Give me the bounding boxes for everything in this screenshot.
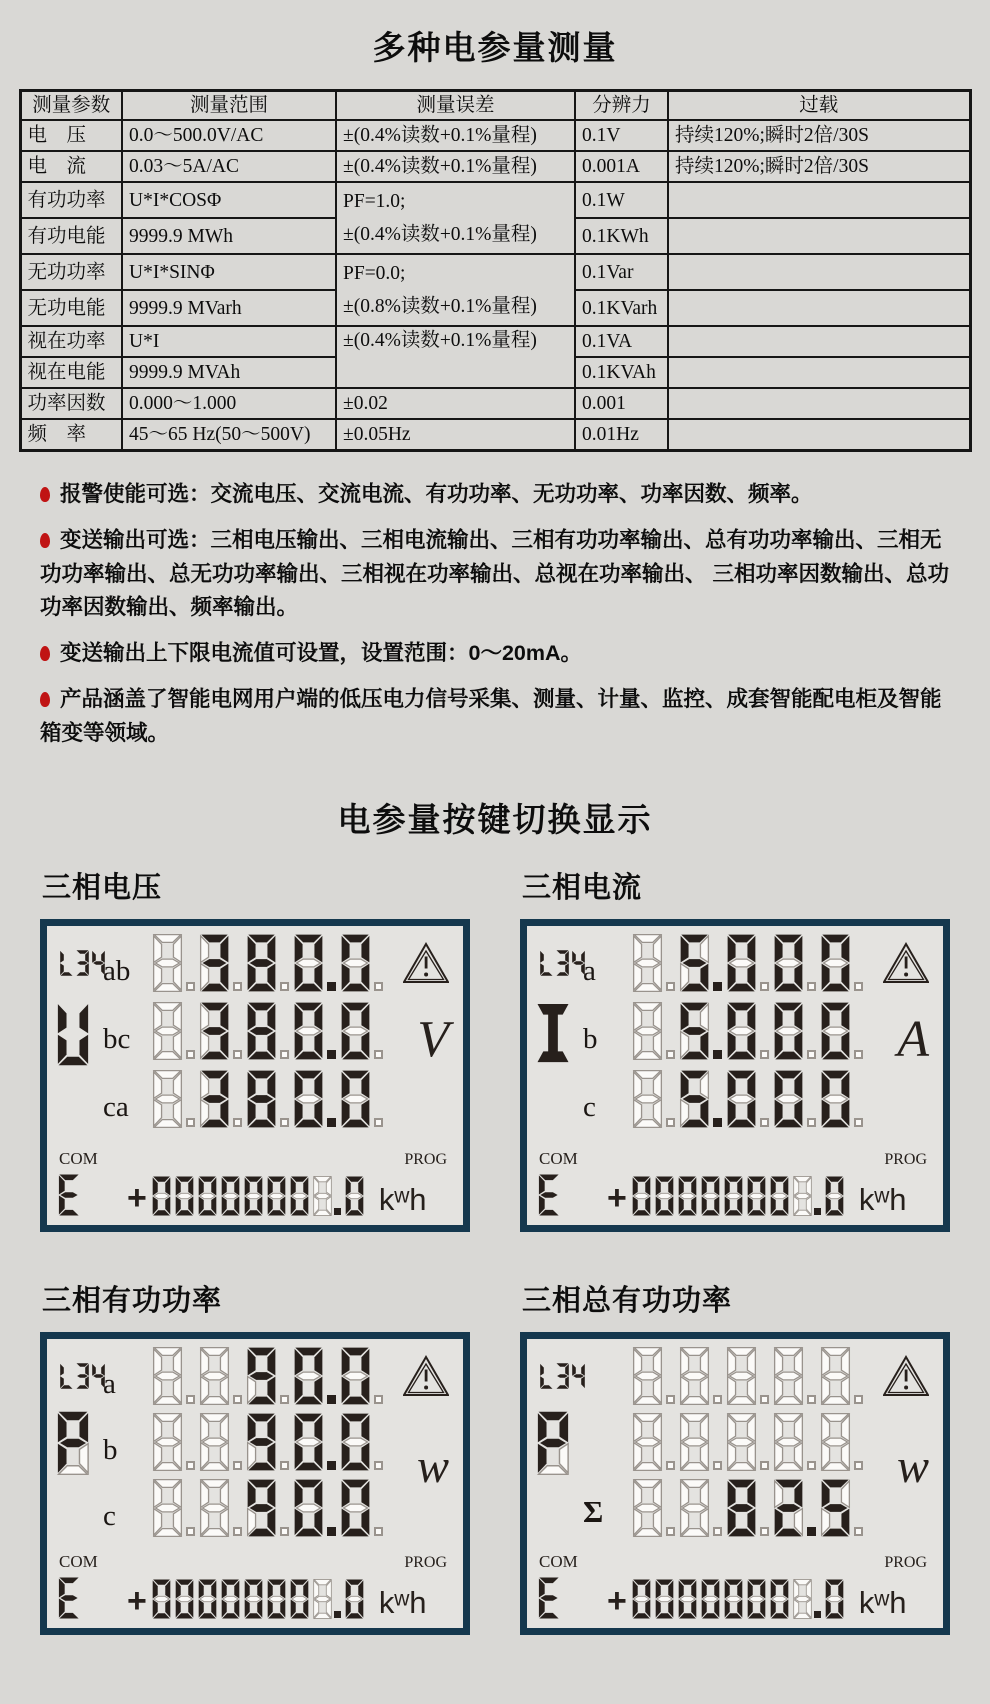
error-line-1: PF=0.0; — [343, 263, 406, 285]
quantity-symbol-P — [535, 1411, 571, 1475]
lcd-energy-row — [57, 1577, 455, 1619]
energy-unit: kʷh — [378, 1585, 427, 1621]
cell-error: ±(0.4%读数+0.1%量程) — [336, 120, 575, 151]
cell-range: 9999.9 MVAh — [122, 357, 336, 388]
cell-error: ±0.05Hz — [336, 419, 575, 450]
lcd-panel — [40, 1332, 470, 1635]
prog-indicator: PROG — [884, 1151, 927, 1169]
energy-sign: + — [607, 1582, 627, 1621]
energy-digits — [631, 1176, 847, 1216]
prog-indicator: PROG — [884, 1554, 927, 1572]
lcd-energy-row — [537, 1174, 935, 1216]
cell-overload: 持续120%;瞬时2倍/30S — [668, 120, 970, 151]
cell-overload — [668, 218, 970, 254]
lcd-grid — [40, 865, 950, 1635]
cell-range: 0.03～5A/AC — [122, 151, 336, 182]
lcd-title: 三相总有功功率 — [522, 1285, 733, 1318]
cell-error-merged — [336, 254, 575, 326]
lcd-digit-rows: ab bc ca — [97, 934, 386, 1138]
quantity-symbol-I — [535, 1002, 571, 1064]
table-row — [20, 388, 970, 419]
cell-parameter: 无功功率 — [20, 254, 122, 290]
section-title: 电参量按键切换显示 — [337, 801, 653, 839]
energy-digits — [631, 1579, 847, 1619]
error-line-1: PF=1.0; — [343, 191, 406, 213]
col-header-resolution: 分辨力 — [575, 91, 668, 121]
bullet-item — [40, 637, 950, 670]
cell-resolution: 0.1KWh — [575, 218, 668, 254]
error-line-2: ±(0.4%读数+0.1%量程) — [343, 224, 537, 246]
lcd-panel — [520, 919, 950, 1232]
cell-overload — [668, 357, 970, 388]
col-header-overload: 过载 — [668, 91, 970, 121]
table-row — [20, 182, 970, 218]
unit-label: A — [897, 1011, 929, 1069]
lcd-block-current — [520, 865, 950, 1232]
lcd-panel — [520, 1332, 950, 1635]
quantity-symbol-U — [55, 1002, 91, 1066]
bullet-icon — [40, 487, 50, 502]
warning-icon — [403, 1355, 449, 1402]
cell-overload: 持续120%;瞬时2倍/30S — [668, 151, 970, 182]
lcd-block-voltage — [40, 865, 470, 1232]
error-line-2: ±(0.8%读数+0.1%量程) — [343, 296, 537, 318]
cell-error-merged — [336, 182, 575, 254]
cell-range: 9999.9 MWh — [122, 218, 336, 254]
unit-label: w — [896, 1440, 929, 1494]
cell-overload — [668, 419, 970, 450]
cell-resolution: 0.1VA — [575, 326, 668, 357]
cell-range: U*I*COSΦ — [122, 182, 336, 218]
quantity-symbol-P — [55, 1411, 91, 1475]
table-row — [20, 254, 970, 290]
cell-parameter: 有功电能 — [20, 218, 122, 254]
page-title: 多种电参量测量 — [372, 29, 618, 66]
com-indicator: COM — [539, 1149, 578, 1169]
col-header-range: 测量范围 — [122, 91, 336, 121]
table-row — [20, 419, 970, 450]
bullet-item — [40, 524, 950, 624]
com-indicator: COM — [59, 1149, 98, 1169]
cell-range: U*I — [122, 326, 336, 357]
energy-sign: + — [127, 1582, 147, 1621]
lcd-energy-row — [537, 1577, 935, 1619]
col-header-error: 测量误差 — [336, 91, 575, 121]
prog-indicator: PROG — [404, 1554, 447, 1572]
lcd-title: 三相电压 — [42, 872, 163, 905]
cell-resolution: 0.1KVarh — [575, 290, 668, 326]
cell-overload — [668, 326, 970, 357]
lcd-digit-rows: a b c — [97, 1347, 386, 1545]
feature-bullets — [40, 478, 950, 750]
cell-resolution: 0.01Hz — [575, 419, 668, 450]
lcd-digit-rows: a b c — [577, 934, 866, 1138]
cell-resolution: 0.1W — [575, 182, 668, 218]
unit-label: w — [416, 1440, 449, 1494]
cell-parameter: 视在电能 — [20, 357, 122, 388]
energy-digits — [151, 1579, 367, 1619]
cell-overload — [668, 388, 970, 419]
energy-symbol-E — [537, 1577, 561, 1619]
cell-resolution: 0.1Var — [575, 254, 668, 290]
energy-unit: kʷh — [378, 1182, 427, 1218]
energy-sign: + — [607, 1179, 627, 1218]
bullet-item — [40, 683, 950, 750]
cell-parameter: 视在功率 — [20, 326, 122, 357]
bullet-text: 产品涵盖了智能电网用户端的低压电力信号采集、测量、计量、监控、成套智能配电柜及智能箱变等领域。 — [40, 687, 942, 745]
cell-range: 45～65 Hz(50～500V) — [122, 419, 336, 450]
table-header-row — [20, 91, 970, 121]
cell-parameter: 有功功率 — [20, 182, 122, 218]
cell-resolution: 0.001A — [575, 151, 668, 182]
col-header-parameter: 测量参数 — [20, 91, 122, 121]
bullet-item — [40, 478, 950, 511]
cell-range: U*I*SINΦ — [122, 254, 336, 290]
cell-range: 9999.9 MVarh — [122, 290, 336, 326]
cell-error: ±0.02 — [336, 388, 575, 419]
lcd-digit-rows: Σ — [577, 1347, 866, 1545]
lcd-block-total-active-power — [520, 1278, 950, 1635]
energy-symbol-E — [57, 1577, 81, 1619]
prog-indicator: PROG — [404, 1151, 447, 1169]
cell-parameter: 电 压 — [20, 120, 122, 151]
cell-parameter: 电 流 — [20, 151, 122, 182]
energy-symbol-E — [57, 1174, 81, 1216]
bullet-text: 报警使能可选：交流电压、交流电流、有功功率、无功功率、功率因数、频率。 — [60, 481, 813, 506]
warning-icon — [883, 1355, 929, 1402]
warning-icon — [403, 942, 449, 989]
table-row — [20, 151, 970, 182]
cell-resolution: 0.001 — [575, 388, 668, 419]
cell-resolution: 0.1KVAh — [575, 357, 668, 388]
cell-overload — [668, 182, 970, 218]
lcd-energy-row — [57, 1174, 455, 1216]
cell-overload — [668, 290, 970, 326]
unit-label: V — [417, 1011, 449, 1069]
energy-symbol-E — [537, 1174, 561, 1216]
spec-table — [19, 89, 972, 452]
cell-error: ±(0.4%读数+0.1%量程) — [336, 151, 575, 182]
cell-parameter: 无功电能 — [20, 290, 122, 326]
table-row — [20, 326, 970, 357]
cell-range: 0.0～500.0V/AC — [122, 120, 336, 151]
lcd-title: 三相有功功率 — [42, 1285, 223, 1318]
cell-resolution: 0.1V — [575, 120, 668, 151]
cell-overload — [668, 254, 970, 290]
com-indicator: COM — [59, 1552, 98, 1572]
bullet-text: 变送输出上下限电流值可设置，设置范围：0～20mA。 — [60, 641, 583, 666]
bullet-icon — [40, 533, 50, 548]
bullet-icon — [40, 692, 50, 707]
energy-digits — [151, 1176, 367, 1216]
bullet-icon — [40, 646, 50, 661]
warning-icon — [883, 942, 929, 989]
cell-parameter: 功率因数 — [20, 388, 122, 419]
cell-range: 0.000～1.000 — [122, 388, 336, 419]
com-indicator: COM — [539, 1552, 578, 1572]
table-row — [20, 120, 970, 151]
lcd-block-active-power — [40, 1278, 470, 1635]
energy-sign: + — [127, 1179, 147, 1218]
bullet-text: 变送输出可选：三相电压输出、三相电流输出、三相有功功率输出、总有功功率输出、三相无功功率输出、总无功功率输出、三相视在功率输出、总视在功率输出、 三相功率因数输出、总功功率因数输出、频率输出。 — [40, 528, 949, 619]
cell-parameter: 频 率 — [20, 419, 122, 450]
lcd-panel — [40, 919, 470, 1232]
lcd-title: 三相电流 — [522, 872, 643, 905]
cell-error-merged: ±(0.4%读数+0.1%量程) — [336, 326, 575, 388]
energy-unit: kʷh — [858, 1182, 907, 1218]
energy-unit: kʷh — [858, 1585, 907, 1621]
